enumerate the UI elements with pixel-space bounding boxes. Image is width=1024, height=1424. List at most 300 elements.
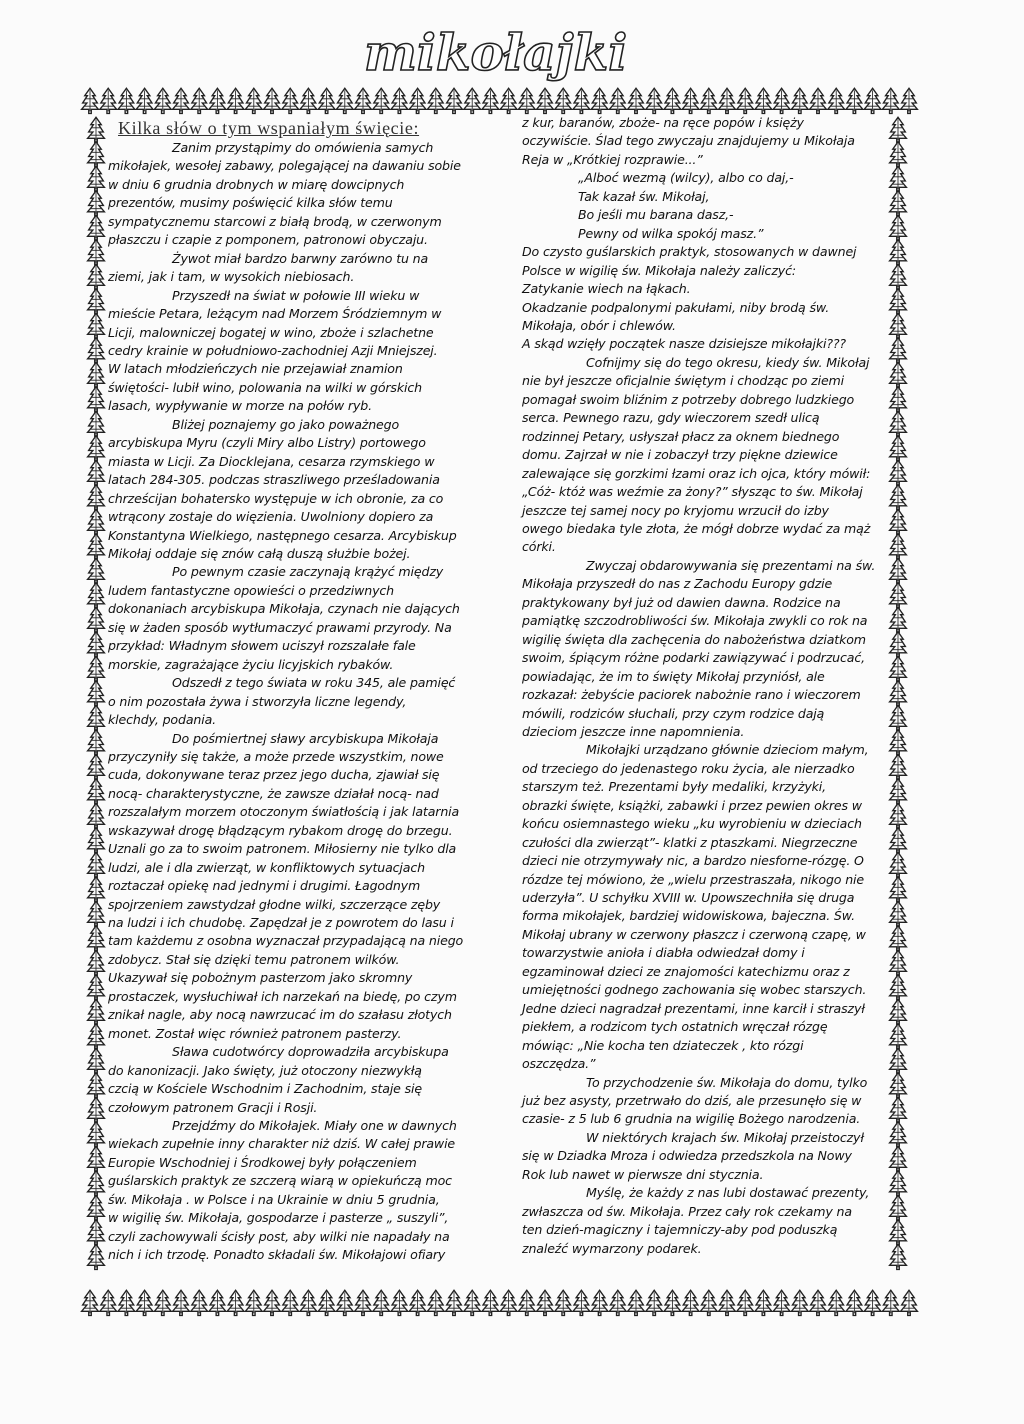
text-line: w dniu 6 grudnia drobnych w miarę dowcipnych [108, 176, 405, 192]
text-line: dzieci nie otrzymywały nic, a bardzo niesforne-rózgę. O [522, 853, 864, 869]
christmas-tree-icon [173, 88, 190, 113]
text-line: towarzystwie anioła i diabła odwiedzał domy i [522, 945, 805, 961]
text-line: ziemi, jak i tam, w wysokich niebiosach. [108, 269, 355, 285]
christmas-tree-icon [209, 88, 226, 113]
christmas-tree-icon [890, 387, 907, 412]
christmas-tree-icon [890, 191, 907, 216]
text-line: się w żaden sposób wytłumaczyć prawami przyrody. Na [108, 619, 452, 635]
christmas-tree-icon [391, 1290, 408, 1315]
christmas-tree-icon [209, 1290, 226, 1315]
text-line: Zwyczaj obdarowywania się prezentami na św. [586, 557, 876, 573]
text-line: na ludzi i ich chudobę. Zapędzał je z powrotem do lasu i [108, 915, 454, 931]
christmas-tree-icon [245, 1290, 262, 1315]
christmas-tree-icon [890, 656, 907, 681]
text-line: mieście Petara, leżącym nad Morzem Śródziemnym w [108, 306, 442, 322]
christmas-tree-icon [88, 117, 105, 142]
christmas-tree-icon [890, 950, 907, 975]
text-line: czcią w Kościele Wschodnim i Zachodnim, staje się [108, 1081, 422, 1097]
text-line: wskazywał drogę błądzącym rybakom drogę do brzegu. [108, 822, 453, 838]
text-line: oczywiście. Ślad tego zwyczaju znajdujemy u Mikołaja [522, 133, 855, 149]
text-line: To przychodzenie św. Mikołaja do domu, tylko [586, 1074, 868, 1090]
christmas-tree-icon [890, 1122, 907, 1147]
christmas-tree-icon [88, 852, 105, 877]
christmas-tree-icon [82, 88, 99, 113]
article-column-left [108, 118, 470, 1265]
christmas-tree-icon [791, 1290, 808, 1315]
text-line: starszym też. Prezentami były medaliki, krzyżyki, [522, 779, 826, 795]
text-line: Okadzanie podpalonymi pakułami, niby brodą św. [522, 299, 830, 315]
christmas-tree-icon [373, 88, 390, 113]
text-line: nie był jeszcze oficjalnie świętym i chodząc po ziemi [522, 373, 845, 389]
text-line: Konstantyna Wielkiego, następnego cesarza. Arcybiskup [108, 527, 457, 543]
text-line: mówiąc: „Nie kocha ten dziateczek , kto rózgi [522, 1037, 804, 1053]
text-line: sympatycznemu starcowi z białą brodą, w czerwonym [108, 213, 442, 229]
text-line: Bliżej poznajemy go jako poważnego [172, 416, 400, 432]
christmas-tree-icon [890, 558, 907, 583]
christmas-tree-icon [737, 1290, 754, 1315]
text-line: z kur, baranów, zboże- na ręce popów i księży [522, 115, 804, 130]
text-line: świętości- lubił wino, polowania na wilki w górskich [108, 379, 422, 395]
christmas-tree-icon [682, 1290, 699, 1315]
text-line: do kanonizacji. Jako święty, już otoczony niezwykłą [108, 1062, 422, 1078]
christmas-tree-icon [890, 681, 907, 706]
text-line: cedry krainie w południowo-zachodniej Azji Mniejszej. [108, 342, 438, 358]
christmas-tree-icon [537, 88, 554, 113]
text-line: W niektórych krajach św. Mikołaj przeistoczył [586, 1129, 864, 1145]
text-line: płaszczu i czapie z pomponem, patronowi obyczaju. [108, 232, 428, 248]
christmas-tree-icon [245, 88, 262, 113]
christmas-tree-icon [88, 460, 105, 485]
christmas-tree-icon [646, 1290, 663, 1315]
text-line: guślarskich praktyk ze szczerą wiarą w opiekuńczą moc [108, 1173, 452, 1189]
christmas-tree-icon [88, 240, 105, 265]
text-line: znikał nagle, aby nocą nawrzucać im do szałasu złotych [108, 1007, 452, 1023]
christmas-tree-icon [890, 754, 907, 779]
tree-border-bottom [78, 1284, 918, 1324]
christmas-tree-icon [882, 88, 899, 113]
christmas-tree-icon [88, 313, 105, 338]
text-line: Mikołaja, obór i chlewów. [522, 317, 676, 333]
christmas-tree-icon [890, 705, 907, 730]
christmas-tree-icon [88, 166, 105, 191]
christmas-tree-icon [791, 88, 808, 113]
text-line: znaleźć wymarzony podarek. [522, 1240, 702, 1256]
christmas-tree-icon [864, 88, 881, 113]
text-line: Cofnijmy się do tego okresu, kiedy św. Mikołaj [586, 354, 870, 370]
text-line: św. Mikołaja . w Polsce i na Ukrainie w dniu 5 grudnia, [108, 1191, 440, 1207]
christmas-tree-icon [88, 1024, 105, 1049]
text-line: praktykowany był już od dawien dawna. Rodzice na [522, 594, 841, 610]
christmas-tree-icon [890, 313, 907, 338]
text-line: uderzyła”. U schyłku XVIII w. Upowszechniła się druga [522, 890, 855, 906]
christmas-tree-icon [355, 88, 372, 113]
christmas-tree-icon [890, 411, 907, 436]
christmas-tree-icon [446, 88, 463, 113]
text-line: czyli zachowywali ścisły post, aby wilki nie napadały na [108, 1228, 450, 1244]
christmas-tree-icon [890, 509, 907, 534]
text-line: Europie Wschodniej i Środkowej były połączeniem [108, 1154, 417, 1170]
section-heading: Kilka słów o tym wspaniałym święcie: [118, 118, 420, 138]
text-line: arcybiskupa Myru (czyli Miry albo Listry) portowego [108, 435, 426, 451]
text-line: egzaminował dzieci ze znajomości katechizmu oraz z [522, 963, 850, 979]
text-line: Mikołajki urządzano głównie dzieciom małym, [586, 742, 869, 758]
text-line: czułości dla zwierząt”- klatki z ptaszkami. Niegrzeczne [522, 834, 858, 850]
christmas-tree-icon [890, 460, 907, 485]
text-line: Po pewnym czasie zaczynają krążyć między [172, 564, 444, 580]
christmas-tree-icon [591, 88, 608, 113]
christmas-tree-icon [446, 1290, 463, 1315]
christmas-tree-icon [173, 1290, 190, 1315]
text-line: spojrzeniem zawstydzał głodne wilki, szczerzące zęby [108, 896, 441, 912]
text-line: zwłaszcza od św. Mikołaja. Przez cały rok czekamy na [522, 1203, 852, 1219]
text-line: Przyszedł na świat w połowie III wieku w [172, 287, 420, 303]
christmas-tree-icon [591, 1290, 608, 1315]
christmas-tree-icon [409, 88, 426, 113]
christmas-tree-icon [890, 142, 907, 167]
christmas-tree-icon [88, 191, 105, 216]
christmas-tree-icon [609, 1290, 626, 1315]
christmas-tree-icon [88, 705, 105, 730]
text-line: mikołajek, wesołej zabawy, polegającej na dawaniu sobie [108, 158, 461, 174]
christmas-tree-icon [700, 1290, 717, 1315]
christmas-tree-icon [890, 583, 907, 608]
text-line: swoim, śpiącym różne podarki zawiązywać i podrzucać, [522, 650, 865, 666]
text-line: w wigilię św. Mikołaja, gospodarze i pasterze „ suszyli”, [108, 1210, 449, 1226]
christmas-tree-icon [318, 1290, 335, 1315]
christmas-tree-icon [355, 1290, 372, 1315]
christmas-tree-icon [336, 1290, 353, 1315]
christmas-tree-icon [890, 362, 907, 387]
christmas-tree-icon [88, 779, 105, 804]
christmas-tree-icon [227, 1290, 244, 1315]
text-line: ludzi, ale i dla zwierząt, w konfliktowych sytuacjach [108, 859, 425, 875]
christmas-tree-icon [88, 950, 105, 975]
text-line: klechdy, podania. [108, 712, 216, 728]
christmas-tree-icon [500, 88, 517, 113]
text-line: cuda, dokonywane teraz przez jego ducha, zjawiał się [108, 767, 440, 783]
christmas-tree-icon [682, 88, 699, 113]
christmas-tree-icon [88, 1048, 105, 1073]
christmas-tree-icon [88, 607, 105, 632]
christmas-tree-icon [154, 1290, 171, 1315]
christmas-tree-icon [88, 803, 105, 828]
christmas-tree-icon [890, 828, 907, 853]
christmas-tree-icon [88, 509, 105, 534]
christmas-tree-icon [88, 1146, 105, 1171]
christmas-tree-icon [500, 1290, 517, 1315]
text-line: dzieciom jeszcze inne napomnienia. [522, 723, 745, 739]
christmas-tree-icon [136, 1290, 153, 1315]
text-line: rozszalałym morzem otoczonym światłością i jak latarnia [108, 804, 460, 820]
christmas-tree-icon [890, 1171, 907, 1196]
text-line: Rok lub nawet w pierwsze dni stycznia. [522, 1166, 764, 1182]
christmas-tree-icon [810, 88, 827, 113]
text-line: czołowym patronem Gracji i Rosji. [108, 1099, 318, 1115]
christmas-tree-icon [88, 828, 105, 853]
christmas-tree-icon [890, 338, 907, 363]
text-line: mówili, rodziców słuchali, przy czym rodzice dają [522, 705, 825, 721]
christmas-tree-icon [890, 215, 907, 240]
christmas-tree-icon [118, 88, 135, 113]
christmas-tree-icon [227, 88, 244, 113]
text-line: morskie, zagrażające życiu licyjskich rybaków. [108, 656, 394, 672]
christmas-tree-icon [664, 1290, 681, 1315]
text-line: Bo jeśli mu barana dasz,- [578, 207, 734, 223]
text-line: Licji, malowniczej bogatej w wino, zboże i szlachetne [108, 324, 434, 340]
christmas-tree-icon [264, 88, 281, 113]
text-line: obrazki święte, książki, zabawki i przez pewien okres w [522, 797, 862, 813]
christmas-tree-icon [901, 1290, 918, 1315]
text-line: wigilię święta dla zachęcenia do nabożeństwa dziatkom [522, 631, 866, 647]
christmas-tree-icon [890, 926, 907, 951]
christmas-tree-icon [82, 1290, 99, 1315]
text-line: miasta w Licji. Za Diocklejana, cesarza rzymskiego w [108, 453, 435, 469]
christmas-tree-icon [118, 1290, 135, 1315]
christmas-tree-icon [154, 88, 171, 113]
text-line: Sława cudotwórcy doprowadziła arcybiskupa [172, 1044, 449, 1060]
text-line: pomagał swoim bliźnim z potrzeby dobrego ludzkiego [522, 391, 855, 407]
text-line: się w Dziadka Mroza i odwiedza przedszkola na Nowy [522, 1148, 852, 1164]
christmas-tree-icon [864, 1290, 881, 1315]
christmas-tree-icon [88, 362, 105, 387]
christmas-tree-icon [890, 264, 907, 289]
tree-border-right [880, 118, 916, 1288]
text-line: córki. [522, 539, 556, 555]
christmas-tree-icon [88, 901, 105, 926]
page-title-graphic [360, 18, 628, 84]
christmas-tree-icon [890, 852, 907, 877]
christmas-tree-icon [88, 999, 105, 1024]
christmas-tree-icon [555, 1290, 572, 1315]
christmas-tree-icon [88, 681, 105, 706]
text-line: od trzeciego do jedenastego roku życia, ale nierzadko [522, 760, 855, 776]
christmas-tree-icon [890, 779, 907, 804]
christmas-tree-icon [719, 1290, 736, 1315]
text-line: Reja w „Krótkiej rozprawie...” [522, 151, 703, 167]
christmas-tree-icon [88, 877, 105, 902]
christmas-tree-icon [88, 436, 105, 461]
christmas-tree-icon [88, 1220, 105, 1245]
christmas-tree-icon [482, 1290, 499, 1315]
text-line: Uznali go za to swoim patronem. Miłosierny nie tylko dla [108, 841, 457, 857]
christmas-tree-icon [88, 1073, 105, 1098]
text-line: forma mikołajek, bardziej widowiskowa, bajeczna. Św. [522, 908, 855, 924]
text-line: monet. Został więc również patronem pasterzy. [108, 1025, 402, 1041]
christmas-tree-icon [88, 387, 105, 412]
text-line: Mikołaja przyszedł do nas z Zachodu Europy gdzie [522, 576, 833, 592]
christmas-tree-icon [882, 1290, 899, 1315]
text-line: serca. Pewnego razu, gdy wieczorem szedł ulicą [522, 410, 820, 426]
text-line: prezentów, musimy poświęcić kilka słów temu [108, 195, 393, 211]
christmas-tree-icon [318, 88, 335, 113]
christmas-tree-icon [88, 558, 105, 583]
christmas-tree-icon [88, 534, 105, 559]
text-line: roztaczał opiekę nad jednymi i drugimi. Łagodnym [108, 878, 421, 894]
christmas-tree-icon [628, 88, 645, 113]
text-line: Do czysto guślarskich praktyk, stosowanych w dawnej [522, 244, 857, 260]
text-line: ludem fantastyczne opowieści o przedziwnych [108, 582, 394, 598]
christmas-tree-icon [890, 607, 907, 632]
article-column-right [522, 114, 882, 1258]
text-line: zdobycz. Stał się dzięki temu patronem wilków. [108, 951, 400, 967]
text-line: nocą- charakterystyczne, że zawsze działał nocą- nad [108, 785, 439, 801]
text-line: Zanim przystąpimy do omówienia samych [172, 140, 434, 155]
text-line: prostaczek, wysłuchiwał ich narzekań na biedę, po czym [108, 988, 457, 1004]
christmas-tree-icon [464, 1290, 481, 1315]
text-line: Polsce w wigilię św. Mikołaja należy zaliczyć: [522, 262, 796, 278]
christmas-tree-icon [88, 289, 105, 314]
christmas-tree-icon [100, 1290, 117, 1315]
text-line: W latach młodzieńczych nie przejawiał znamion [108, 361, 403, 377]
christmas-tree-icon [737, 88, 754, 113]
text-line: Pewny od wilka spokój masz.” [578, 225, 764, 241]
text-line: wiekach zupełnie inny charakter niż dziś. W całej prawie [108, 1136, 456, 1152]
christmas-tree-icon [373, 1290, 390, 1315]
christmas-tree-icon [890, 1024, 907, 1049]
christmas-tree-icon [100, 88, 117, 113]
christmas-tree-icon [890, 166, 907, 191]
christmas-tree-icon [901, 88, 918, 113]
christmas-tree-icon [88, 1244, 105, 1269]
christmas-tree-icon [890, 117, 907, 142]
christmas-tree-icon [773, 88, 790, 113]
text-line: lasach, wypływanie w morze na połów ryb. [108, 398, 372, 414]
christmas-tree-icon [88, 730, 105, 755]
christmas-tree-icon [336, 88, 353, 113]
christmas-tree-icon [846, 88, 863, 113]
christmas-tree-icon [88, 583, 105, 608]
christmas-tree-icon [88, 1097, 105, 1122]
text-line: A skąd wzięły początek nasze dzisiejsze mikołajki??? [522, 336, 846, 352]
christmas-tree-icon [646, 88, 663, 113]
christmas-tree-icon [555, 88, 572, 113]
christmas-tree-icon [264, 1290, 281, 1315]
text-line: Odszedł z tego świata w roku 345, ale pamięć [172, 675, 456, 691]
text-line: Jedne dzieci nagradzał prezentami, inne karcił i straszył [522, 1000, 865, 1016]
text-line: czasie- z 5 lub 6 grudnia na wigilię Bożego narodzenia. [522, 1111, 861, 1127]
christmas-tree-icon [88, 485, 105, 510]
christmas-tree-icon [88, 142, 105, 167]
christmas-tree-icon [88, 264, 105, 289]
text-line: powiadając, że im to święty Mikołaj przyniósł, ale [522, 668, 825, 684]
page-title: mikołajki [364, 23, 628, 82]
christmas-tree-icon [518, 88, 535, 113]
christmas-tree-icon [88, 1195, 105, 1220]
text-line: Tak kazał św. Mikołaj, [578, 188, 710, 204]
christmas-tree-icon [890, 1220, 907, 1245]
christmas-tree-icon [427, 1290, 444, 1315]
christmas-tree-icon [755, 1290, 772, 1315]
text-line: przykład: Władnym słowem uciszył rozszalałe fale [108, 638, 416, 654]
christmas-tree-icon [88, 656, 105, 681]
christmas-tree-icon [890, 289, 907, 314]
christmas-tree-icon [409, 1290, 426, 1315]
text-line: Żywot miał bardzo barwny zarówno tu na [172, 250, 429, 266]
christmas-tree-icon [464, 88, 481, 113]
christmas-tree-icon [191, 88, 208, 113]
right-column-text [522, 114, 882, 1258]
christmas-tree-icon [300, 88, 317, 113]
text-line: ten dzień-magiczny i tajemniczy-aby pod poduszką [522, 1222, 838, 1238]
christmas-tree-icon [191, 1290, 208, 1315]
christmas-tree-icon [282, 88, 299, 113]
christmas-tree-icon [88, 215, 105, 240]
text-line: już bez asysty, przetrwało do dziś, ale przesunęło się w [522, 1093, 862, 1109]
christmas-tree-icon [282, 1290, 299, 1315]
christmas-tree-icon [88, 926, 105, 951]
christmas-tree-icon [628, 1290, 645, 1315]
text-line: przyczyniły się także, a może przede wszystkim, nowe [108, 748, 444, 764]
christmas-tree-icon [700, 88, 717, 113]
christmas-tree-icon [573, 88, 590, 113]
text-line: Myślę, że każdy z nas lubi dostawać prezenty, [586, 1185, 870, 1201]
text-line: Ukazywał się pobożnym pasterzom jako skromny [108, 970, 413, 986]
christmas-tree-icon [518, 1290, 535, 1315]
text-line: chrześcijan bohatersko występuje w ich obronie, za co [108, 490, 444, 506]
text-line: Mikołaj oddaje się znów całą duszą służbie bożej. [108, 545, 411, 561]
text-line: Mikołaj ubrany w czerwony płaszcz i czerwoną czapę, w [522, 926, 866, 942]
christmas-tree-icon [890, 1244, 907, 1269]
text-line: oszczędza.” [522, 1056, 596, 1072]
christmas-tree-icon [890, 803, 907, 828]
christmas-tree-icon [890, 632, 907, 657]
text-line: tam każdemu z osobna wyznaczał przypadającą na niego [108, 933, 464, 949]
christmas-tree-icon [890, 485, 907, 510]
christmas-tree-icon [828, 1290, 845, 1315]
christmas-tree-icon [88, 1171, 105, 1196]
christmas-tree-icon [482, 88, 499, 113]
text-line: Przejdźmy do Mikołajek. Miały one w dawnych [172, 1118, 457, 1134]
christmas-tree-icon [719, 88, 736, 113]
text-line: piekłem, a rodzicom tych ostatnich wręczał rózgę [522, 1019, 828, 1035]
christmas-tree-icon [846, 1290, 863, 1315]
christmas-tree-icon [88, 338, 105, 363]
text-line: dokonaniach arcybiskupa Mikołaja, czynach nie dających [108, 601, 460, 617]
text-line: rozkazał: żebyście paciorek nabożnie rano i wieczorem [522, 687, 861, 703]
christmas-tree-icon [890, 240, 907, 265]
christmas-tree-icon [755, 88, 772, 113]
text-line: „Alboć wezmą (wilcy), albo co daj,- [578, 170, 794, 186]
christmas-tree-icon [890, 877, 907, 902]
christmas-tree-icon [609, 88, 626, 113]
text-line: rodzinnej Petary, usłyszał płacz za oknem biednego [522, 428, 840, 444]
christmas-tree-icon [88, 754, 105, 779]
christmas-tree-icon [890, 1146, 907, 1171]
christmas-tree-icon [890, 901, 907, 926]
christmas-tree-icon [88, 411, 105, 436]
text-line: umiejętności godnego zachowania się wobec starszych. [522, 982, 867, 998]
text-line: jeszcze tej samej nocy po kryjomu wrzucił do izby [522, 502, 829, 518]
christmas-tree-icon [890, 534, 907, 559]
text-line: „Cóż- któż was weźmie za żony?” słysząc to św. Mikołaj [522, 484, 863, 500]
christmas-tree-icon [773, 1290, 790, 1315]
christmas-tree-icon [890, 1195, 907, 1220]
text-line: owego biedaka tyle złota, że mógł dobrze wydać za mąż [522, 520, 871, 536]
christmas-tree-icon [573, 1290, 590, 1315]
text-line: pamiątkę szczodrobliwości św. Mikołaja zwykli co rok na [522, 613, 868, 629]
christmas-tree-icon [537, 1290, 554, 1315]
christmas-tree-icon [136, 88, 153, 113]
text-line: o nim pozostała żywa i stworzyła liczne legendy, [108, 693, 407, 709]
christmas-tree-icon [300, 1290, 317, 1315]
christmas-tree-icon [810, 1290, 827, 1315]
text-line: nich i ich trzodę. Ponadto składali św. Mikołajowi ofiary [108, 1247, 446, 1263]
christmas-tree-icon [890, 975, 907, 1000]
text-line: rózdze tej mówiono, że „wielu przestraszała, nikogo nie [522, 871, 864, 887]
christmas-tree-icon [890, 1073, 907, 1098]
text-line: latach 284-305. podczas straszliwego prześladowania [108, 472, 440, 488]
text-line: wtrącony zostaje do więzienia. Uwolniony dopiero za [108, 509, 434, 525]
